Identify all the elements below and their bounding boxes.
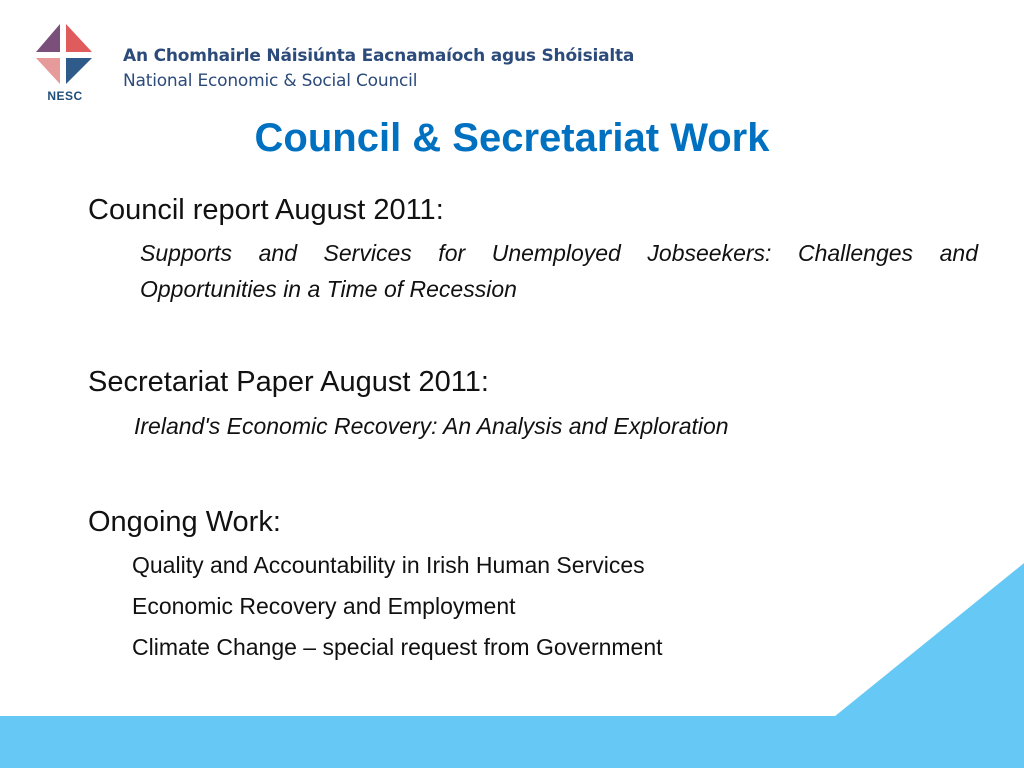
section-heading-ongoing-work: Ongoing Work: — [88, 506, 281, 538]
decorative-bottom-wave — [0, 560, 1024, 768]
ongoing-work-item: Climate Change – special request from Government — [132, 634, 663, 660]
nesc-logo-icon — [30, 22, 96, 88]
secretariat-paper-title: Ireland's Economic Recovery: An Analysis and Exploration — [134, 413, 729, 439]
logo-text: NESC — [47, 89, 83, 103]
slide-title: Council & Secretariat Work — [254, 116, 770, 160]
section-heading-council-report: Council report August 2011: — [88, 194, 444, 226]
council-report-title: Supports and Services for Unemployed Jobseekers: Challenges and Opportunities in a Time of Recession — [140, 240, 978, 302]
ongoing-work-item: Quality and Accountability in Irish Human Services — [132, 552, 645, 578]
ongoing-work-item: Economic Recovery and Employment — [132, 593, 516, 619]
org-name-english: National Economic & Social Council — [123, 71, 418, 91]
section-heading-secretariat-paper: Secretariat Paper August 2011: — [88, 366, 489, 398]
org-name-irish: An Chomhairle Náisiúnta Eacnamaíoch agus Shóisialta — [123, 46, 635, 66]
